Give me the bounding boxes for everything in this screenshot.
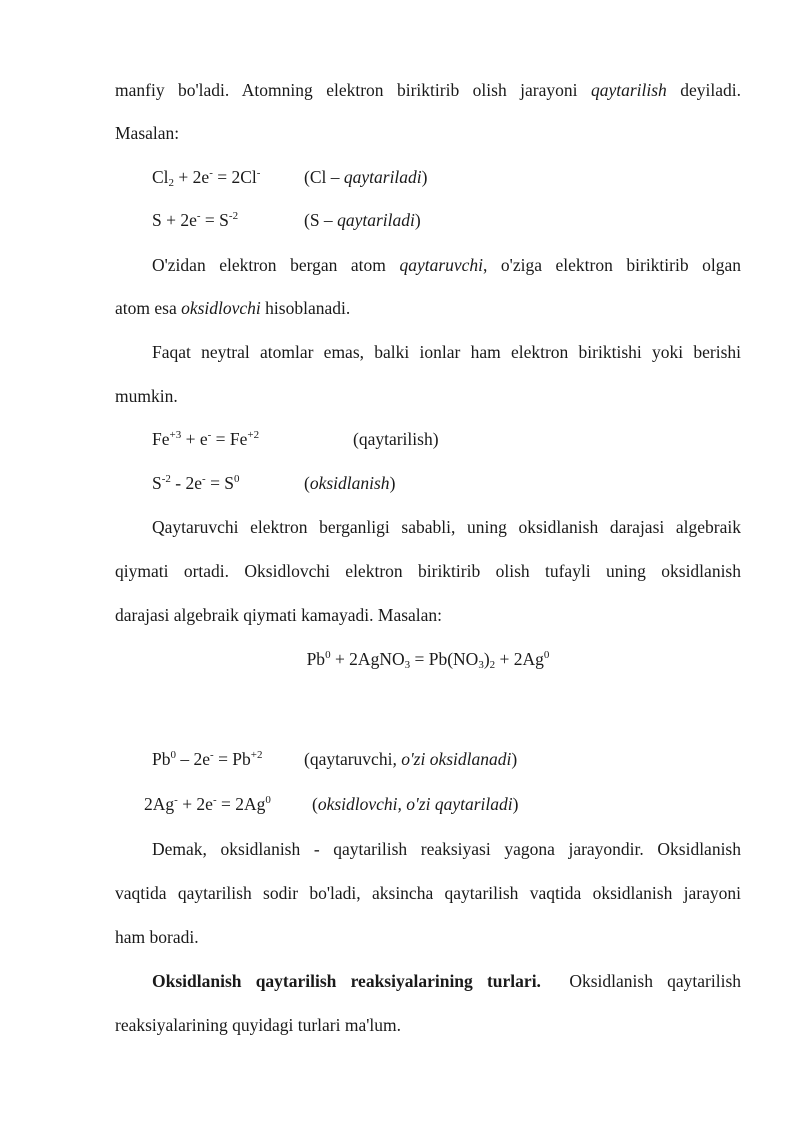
paragraph-line: Demak, oksidlanish - qaytarilish reaksiyasi yagona jarayondir. Oksidlanish — [152, 839, 741, 859]
paragraph-line: mumkin. — [115, 386, 178, 406]
equation-note: (qaytarilish) — [353, 429, 439, 449]
paragraph-line: reaksiyalarining quyidagi turlari ma'lum. — [115, 1015, 401, 1035]
paragraph-line: darajasi algebraik qiymati kamayadi. Masalan: — [115, 605, 443, 625]
paragraph-line: Masalan: — [115, 123, 180, 143]
equation-note: (oksidlanish) — [304, 473, 396, 493]
equation-note: (S – qaytariladi) — [304, 210, 421, 230]
paragraph-line: ham boradi. — [115, 927, 199, 947]
equation-lead-silver-nitrate: $Pb^0$ + 2AgNO$_3$ = $Pb(NO_3)_2 + 2Ag^0$ — [306, 649, 550, 671]
equation-sulfur: $S + 2e^- = S^{-2}$ — [152, 210, 239, 230]
section-heading: Oksidlanish qaytarilish reaksiyalarining turlari. — [152, 971, 541, 991]
paragraph-line: Qaytaruvchi elektron berganligi sababli, uning oksidlanish darajasi algebraik — [152, 517, 741, 537]
equation-note: (qaytaruvchi, o'zi oksidlanadi) — [304, 749, 518, 769]
equation-sulfide: $S^{-2} - 2e^- = S^0$ — [152, 473, 240, 493]
equation-chlorine: $Cl_2 + 2e^- = 2Cl^-$ — [152, 167, 261, 189]
paragraph-line: O'zidan elektron bergan atom qaytaruvchi, o'ziga elektron biriktirib olgan — [152, 255, 742, 275]
paragraph-line: Faqat neytral atomlar emas, balki ionlar ham elektron biriktishi yoki berishi — [152, 342, 741, 362]
section-heading-line: Oksidlanish qaytarilish reaksiyalarining turlari. Oksidlanish qaytarilish — [152, 971, 742, 991]
paragraph-line: atom esa oksidlovchi hisoblanadi. — [115, 298, 351, 318]
equation-lead: $Pb^0 - 2e^- = Pb^{+2}$ — [152, 749, 263, 769]
paragraph-line: manfiy bo'ladi. Atomning elektron biriktirib olish jarayoni qaytarilish deyiladi. — [115, 80, 741, 100]
equation-note: (Cl – qaytariladi) — [304, 167, 428, 187]
paragraph-line: vaqtida qaytarilish sodir bo'ladi, aksincha qaytarilish vaqtida oksidlanish jarayoni — [115, 883, 741, 903]
equation-silver: $2Ag^- + 2e^- = 2Ag^0$ — [144, 794, 271, 814]
equation-note: (oksidlovchi, o'zi qaytariladi) — [312, 794, 519, 814]
paragraph-line: qiymati ortadi. Oksidlovchi elektron biriktirib olish tufayli uning oksidlanish — [115, 561, 741, 581]
equation-iron: $Fe^{+3} + e^- = Fe^{+2}$ — [152, 429, 260, 449]
